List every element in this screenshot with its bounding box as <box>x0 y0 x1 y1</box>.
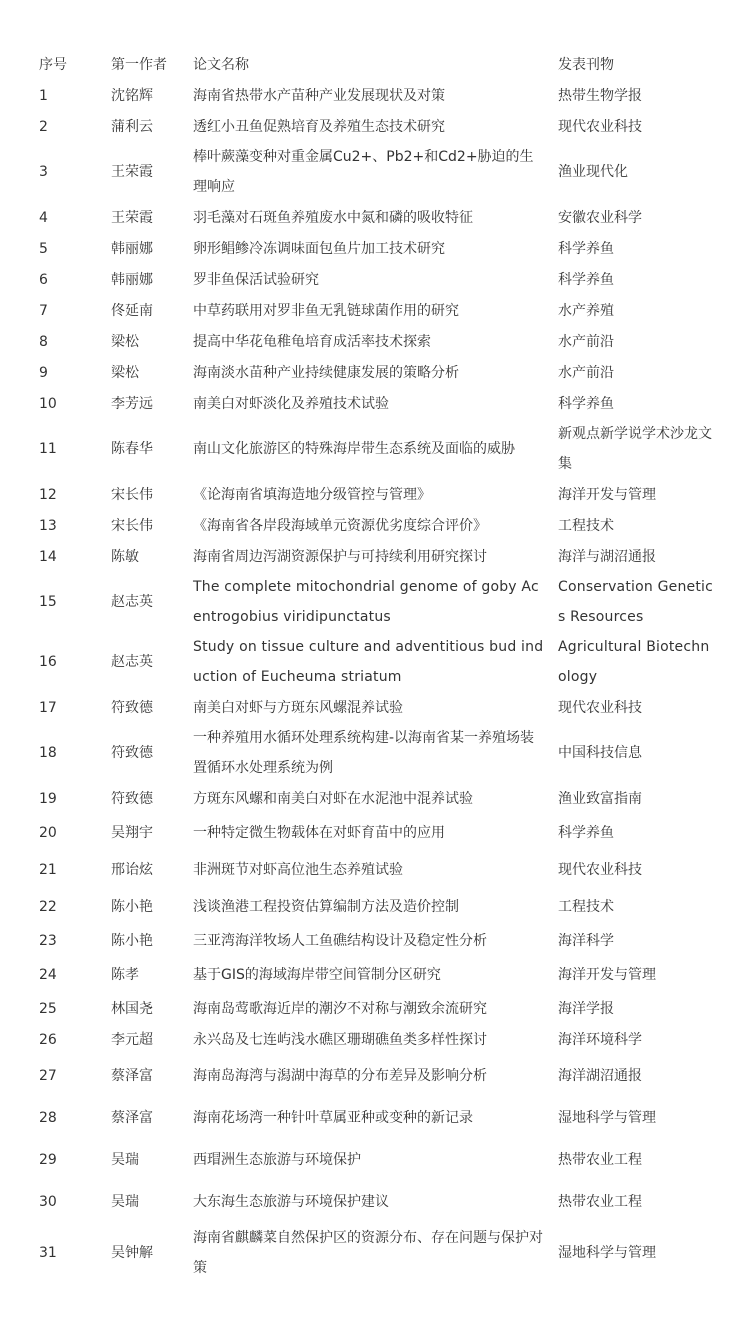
row-author: 蔡泽富 <box>111 1067 153 1084</box>
row-author: 赵志英 <box>111 594 153 610</box>
row-no: 29 <box>39 1151 57 1168</box>
table-row <box>31 851 721 888</box>
row-author: 吴瑞 <box>111 1193 139 1210</box>
row-journal: 海洋与湖沼通报 <box>558 548 656 565</box>
row-title: 《论海南省填海造地分级管控与管理》 <box>193 486 431 503</box>
row-author: 符致德 <box>111 699 153 716</box>
table-row <box>31 1096 721 1139</box>
row-title: Study on tissue culture and adventitious bud induction of Eucheuma striatum <box>193 639 544 685</box>
table-row <box>31 888 721 925</box>
row-journal: 海洋开发与管理 <box>558 486 656 503</box>
row-no: 31 <box>39 1245 57 1261</box>
table-row <box>31 692 721 723</box>
row-author: 佟延南 <box>111 302 153 319</box>
table-row <box>31 783 721 814</box>
table-row <box>31 295 721 326</box>
table-row <box>31 1055 721 1096</box>
row-no: 4 <box>39 209 48 226</box>
row-journal: 海洋开发与管理 <box>558 966 656 983</box>
row-author: 符致德 <box>111 745 153 761</box>
row-title: 方斑东风螺和南美白对虾在水泥池中混养试验 <box>193 790 473 807</box>
row-title: 基于GIS的海域海岸带空间管制分区研究 <box>193 966 441 983</box>
row-journal: 科学养鱼 <box>558 824 614 841</box>
row-author: 蒲利云 <box>111 118 153 135</box>
table-row <box>31 632 721 692</box>
row-author: 吴翔宇 <box>111 824 153 841</box>
row-title: 《海南省各岸段海域单元资源优劣度综合评价》 <box>193 517 487 534</box>
row-title: 中草药联用对罗非鱼无乳链球菌作用的研究 <box>193 302 459 319</box>
table-row <box>31 1223 721 1283</box>
table-row <box>31 541 721 572</box>
row-title: 一种养殖用水循环处理系统构建-以海南省某一养殖场装置循环水处理系统为例 <box>193 730 535 776</box>
row-no: 16 <box>39 654 57 670</box>
header-title: 论文名称 <box>193 57 249 73</box>
table-row <box>31 326 721 357</box>
header-no: 序号 <box>39 57 67 73</box>
row-author: 陈小艳 <box>111 898 153 915</box>
row-title: 一种特定微生物载体在对虾育苗中的应用 <box>193 824 445 841</box>
row-journal: 现代农业科技 <box>558 118 642 135</box>
table-row <box>31 1180 721 1223</box>
row-journal: 中国科技信息 <box>558 745 642 761</box>
row-title: 海南淡水苗种产业持续健康发展的策略分析 <box>193 364 459 381</box>
row-title: 卵形鲳鲹冷冻调味面包鱼片加工技术研究 <box>193 240 445 257</box>
row-author: 陈孝 <box>111 966 139 983</box>
table-row <box>31 388 721 419</box>
row-journal: 海洋科学 <box>558 932 614 949</box>
row-title: 永兴岛及七连屿浅水礁区珊瑚礁鱼类多样性探讨 <box>193 1031 487 1048</box>
row-journal: 水产养殖 <box>558 302 614 319</box>
row-title: 海南花场湾一种针叶草属亚种或变种的新记录 <box>193 1109 473 1126</box>
row-title: 南美白对虾淡化及养殖技术试验 <box>193 395 389 412</box>
row-title: 大东海生态旅游与环境保护建议 <box>193 1193 389 1210</box>
row-no: 24 <box>39 966 57 983</box>
table-row <box>31 142 721 202</box>
row-no: 6 <box>39 271 48 288</box>
row-journal: 热带农业工程 <box>558 1193 642 1210</box>
row-author: 陈敏 <box>111 548 139 565</box>
row-journal: 安徽农业科学 <box>558 209 642 226</box>
row-journal: 科学养鱼 <box>558 395 614 412</box>
table-row <box>31 1024 721 1055</box>
row-author: 王荣霞 <box>111 209 153 226</box>
row-title: 非洲斑节对虾高位池生态养殖试验 <box>193 861 403 878</box>
row-no: 10 <box>39 395 57 412</box>
row-author: 沈铭辉 <box>111 87 153 104</box>
row-title: 海南岛海湾与潟湖中海草的分布差异及影响分析 <box>193 1067 487 1084</box>
table-row <box>31 357 721 388</box>
table-row <box>31 419 721 479</box>
table-row <box>31 993 721 1024</box>
row-no: 14 <box>39 548 57 565</box>
row-author: 陈春华 <box>111 441 153 457</box>
table-header-row <box>31 50 721 80</box>
row-title: 海南省周边泻湖资源保护与可持续利用研究探讨 <box>193 548 487 565</box>
row-title: 提高中华花龟稚龟培育成活率技术探索 <box>193 333 431 350</box>
row-no: 22 <box>39 898 57 915</box>
row-journal: Agricultural Biotechnology <box>558 639 710 685</box>
row-title: 海南省麒麟菜自然保护区的资源分布、存在问题与保护对策 <box>193 1230 543 1276</box>
row-no: 9 <box>39 364 48 381</box>
row-author: 宋长伟 <box>111 517 153 534</box>
table-row <box>31 723 721 783</box>
row-title: 海南岛莺歌海近岸的潮汐不对称与潮致余流研究 <box>193 1000 487 1017</box>
row-no: 8 <box>39 333 48 350</box>
row-journal: 水产前沿 <box>558 333 614 350</box>
table-row <box>31 814 721 851</box>
row-journal: 新观点新学说学术沙龙文集 <box>558 426 712 472</box>
row-journal: 海洋湖沼通报 <box>558 1067 642 1084</box>
row-no: 26 <box>39 1031 57 1048</box>
table-row <box>31 202 721 233</box>
row-author: 蔡泽富 <box>111 1109 153 1126</box>
row-journal: 现代农业科技 <box>558 861 642 878</box>
row-author: 林国尧 <box>111 1000 153 1017</box>
row-journal: 工程技术 <box>558 898 614 915</box>
table-row <box>31 572 721 632</box>
row-no: 11 <box>39 441 57 457</box>
row-author: 王荣霞 <box>111 164 153 180</box>
row-author: 李元超 <box>111 1031 153 1048</box>
row-journal: 湿地科学与管理 <box>558 1109 656 1126</box>
table-row <box>31 1139 721 1180</box>
table-row <box>31 264 721 295</box>
row-title: The complete mitochondrial genome of goby Acentrogobius viridipunctatus <box>193 579 539 625</box>
table-row <box>31 233 721 264</box>
row-journal: 海洋环境科学 <box>558 1031 642 1048</box>
row-title: 南美白对虾与方斑东风螺混养试验 <box>193 699 403 716</box>
row-journal: 热带农业工程 <box>558 1151 642 1168</box>
row-author: 陈小艳 <box>111 932 153 949</box>
row-journal: 科学养鱼 <box>558 271 614 288</box>
row-no: 12 <box>39 486 57 503</box>
header-author: 第一作者 <box>111 57 167 73</box>
row-journal: 海洋学报 <box>558 1000 614 1017</box>
row-no: 23 <box>39 932 57 949</box>
table-row <box>31 510 721 541</box>
row-journal: Conservation Genetics Resources <box>558 579 714 625</box>
table-row <box>31 479 721 510</box>
row-no: 5 <box>39 240 48 257</box>
table-row <box>31 956 721 993</box>
row-no: 21 <box>39 861 57 878</box>
row-author: 韩丽娜 <box>111 271 153 288</box>
row-no: 2 <box>39 118 48 135</box>
row-journal: 湿地科学与管理 <box>558 1245 656 1261</box>
row-author: 梁松 <box>111 333 139 350</box>
row-no: 20 <box>39 824 57 841</box>
row-author: 李芳远 <box>111 395 153 412</box>
row-no: 30 <box>39 1193 57 1210</box>
row-no: 13 <box>39 517 57 534</box>
row-no: 17 <box>39 699 57 716</box>
row-title: 羽毛藻对石斑鱼养殖废水中氮和磷的吸收特征 <box>193 209 473 226</box>
row-author: 吴钟解 <box>111 1245 153 1261</box>
row-no: 25 <box>39 1000 57 1017</box>
row-no: 28 <box>39 1109 57 1126</box>
row-author: 梁松 <box>111 364 139 381</box>
row-journal: 现代农业科技 <box>558 699 642 716</box>
paper-table <box>31 50 721 1283</box>
row-journal: 渔业致富指南 <box>558 790 642 807</box>
row-author: 赵志英 <box>111 654 153 670</box>
row-no: 3 <box>39 164 48 180</box>
row-no: 18 <box>39 745 57 761</box>
row-author: 宋长伟 <box>111 486 153 503</box>
row-author: 符致德 <box>111 790 153 807</box>
row-no: 19 <box>39 790 57 807</box>
table-row <box>31 111 721 142</box>
row-journal: 热带生物学报 <box>558 87 642 104</box>
table-row <box>31 80 721 111</box>
row-journal: 水产前沿 <box>558 364 614 381</box>
row-no: 1 <box>39 87 48 104</box>
row-author: 吴瑞 <box>111 1151 139 1168</box>
row-title: 南山文化旅游区的特殊海岸带生态系统及面临的威胁 <box>193 441 515 457</box>
row-no: 27 <box>39 1067 57 1084</box>
row-title: 浅谈渔港工程投资估算编制方法及造价控制 <box>193 898 459 915</box>
header-journal: 发表刊物 <box>558 57 614 73</box>
row-title: 棒叶蕨藻变种对重金属Cu2+、Pb2+和Cd2+胁迫的生理响应 <box>193 149 534 195</box>
row-journal: 渔业现代化 <box>558 164 628 180</box>
row-author: 邢诒炫 <box>111 861 153 878</box>
row-author: 韩丽娜 <box>111 240 153 257</box>
row-no: 7 <box>39 302 48 319</box>
row-title: 透红小丑鱼促熟培育及养殖生态技术研究 <box>193 118 445 135</box>
table-row <box>31 925 721 956</box>
row-journal: 工程技术 <box>558 517 614 534</box>
row-title: 三亚湾海洋牧场人工鱼礁结构设计及稳定性分析 <box>193 932 487 949</box>
row-title: 海南省热带水产苗种产业发展现状及对策 <box>193 87 445 104</box>
row-no: 15 <box>39 594 57 610</box>
row-title: 罗非鱼保活试验研究 <box>193 271 319 288</box>
row-journal: 科学养鱼 <box>558 240 614 257</box>
row-title: 西瑁洲生态旅游与环境保护 <box>193 1151 361 1168</box>
